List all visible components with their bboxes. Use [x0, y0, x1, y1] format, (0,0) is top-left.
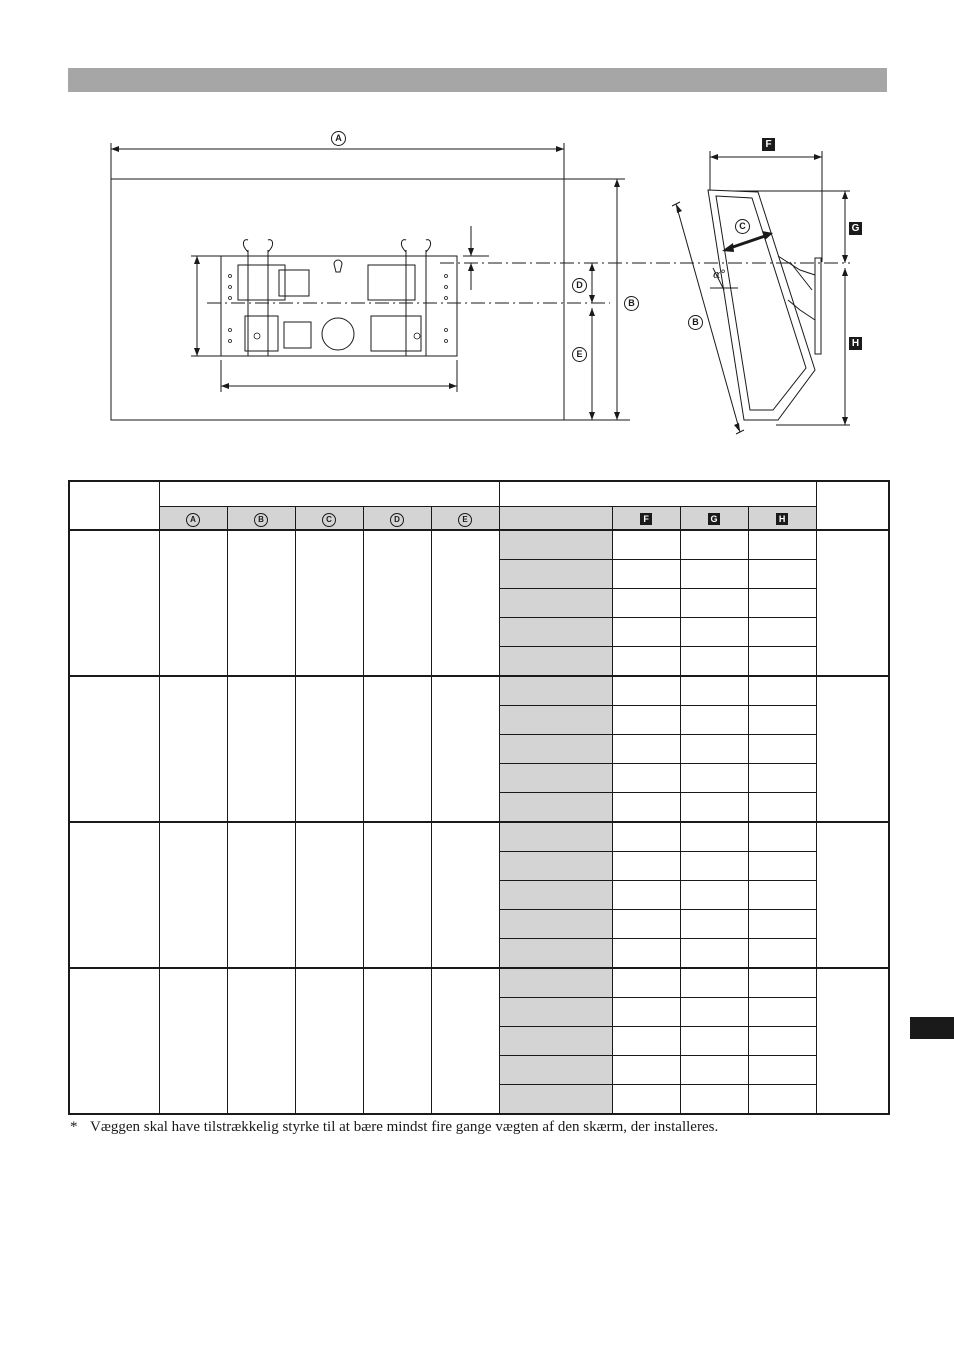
- model-cell: [69, 822, 159, 968]
- h-cell: [748, 706, 816, 735]
- angle-cell: [499, 822, 612, 852]
- angle-cell: [499, 589, 612, 618]
- dimension-drawing: [0, 0, 954, 460]
- c-cell: [295, 676, 363, 822]
- f-cell: [612, 1027, 680, 1056]
- angle-cell: [499, 764, 612, 793]
- footnote-mark: *: [70, 1119, 78, 1135]
- b-cell: [227, 530, 295, 676]
- f-cell: [612, 647, 680, 677]
- dim-label-b-front: B: [624, 296, 639, 311]
- h-cell: [748, 939, 816, 969]
- d-cell: [363, 822, 431, 968]
- weight-cell: [816, 968, 889, 1114]
- f-cell: [612, 1056, 680, 1085]
- g-cell: [680, 910, 748, 939]
- page-side-tab: [910, 1017, 954, 1039]
- e-cell: [431, 968, 499, 1114]
- h-cell: [748, 764, 816, 793]
- g-cell: [680, 560, 748, 589]
- d-cell: [363, 530, 431, 676]
- f-cell: [612, 530, 680, 560]
- g-cell: [680, 589, 748, 618]
- g-cell: [680, 881, 748, 910]
- angle-cell: [499, 706, 612, 735]
- g-cell: [680, 968, 748, 998]
- weight-cell: [816, 530, 889, 676]
- dim-label-h: H: [849, 337, 862, 350]
- g-cell: [680, 793, 748, 823]
- angle-cell: [499, 968, 612, 998]
- h-cell: [748, 589, 816, 618]
- dim-label-e: E: [572, 347, 587, 362]
- footnote: [70, 1119, 718, 1136]
- weight-cell: [816, 676, 889, 822]
- col-header-e: E: [431, 507, 499, 531]
- h-cell: [748, 676, 816, 706]
- a-cell: [159, 822, 227, 968]
- b-cell: [227, 676, 295, 822]
- g-cell: [680, 822, 748, 852]
- g-cell: [680, 998, 748, 1027]
- dim-label-d: D: [572, 278, 587, 293]
- f-cell: [612, 1085, 680, 1115]
- h-cell: [748, 735, 816, 764]
- h-cell: [748, 793, 816, 823]
- angle-cell: [499, 1056, 612, 1085]
- g-cell: [680, 618, 748, 647]
- g-cell: [680, 706, 748, 735]
- angle-cell: [499, 793, 612, 823]
- angle-cell: [499, 852, 612, 881]
- angle-cell: [499, 735, 612, 764]
- h-cell: [748, 1085, 816, 1115]
- f-cell: [612, 589, 680, 618]
- f-cell: [612, 968, 680, 998]
- h-cell: [748, 852, 816, 881]
- dim-label-b-side: B: [688, 315, 703, 330]
- angle-cell: [499, 618, 612, 647]
- weight-header-cell: [816, 481, 889, 530]
- f-cell: [612, 793, 680, 823]
- tv-outline-front: [111, 179, 564, 420]
- f-cell: [612, 852, 680, 881]
- model-cell: [69, 676, 159, 822]
- dim-label-g: G: [849, 222, 862, 235]
- f-cell: [612, 822, 680, 852]
- a-cell: [159, 968, 227, 1114]
- angle-cell: [499, 647, 612, 677]
- front-dimensions-header: [159, 481, 499, 507]
- col-header-h: H: [748, 507, 816, 531]
- h-cell: [748, 560, 816, 589]
- g-cell: [680, 676, 748, 706]
- footnote-text: Væggen skal have tilstrækkelig styrke til at bære mindst fire gange vægten af den skærm, der installeres.: [90, 1119, 719, 1135]
- d-cell: [363, 676, 431, 822]
- f-cell: [612, 939, 680, 969]
- f-cell: [612, 881, 680, 910]
- col-header-f: F: [612, 507, 680, 531]
- f-cell: [612, 560, 680, 589]
- tv-outline-side: [708, 190, 815, 420]
- f-cell: [612, 910, 680, 939]
- e-cell: [431, 676, 499, 822]
- g-cell: [680, 647, 748, 677]
- b-cell: [227, 822, 295, 968]
- model-header-cell: [69, 481, 159, 530]
- a-cell: [159, 676, 227, 822]
- dimension-table: [68, 480, 890, 1115]
- h-cell: [748, 1027, 816, 1056]
- model-cell: [69, 968, 159, 1114]
- table-row: [69, 676, 889, 706]
- g-cell: [680, 852, 748, 881]
- table-row: [69, 822, 889, 852]
- f-cell: [612, 706, 680, 735]
- angle-cell: [499, 939, 612, 969]
- a-cell: [159, 530, 227, 676]
- dim-label-f: F: [762, 138, 775, 151]
- c-cell: [295, 530, 363, 676]
- f-cell: [612, 735, 680, 764]
- h-cell: [748, 968, 816, 998]
- dim-label-c-side: C: [735, 219, 750, 234]
- angle-cell: [499, 1085, 612, 1115]
- col-header-angle: [499, 507, 612, 531]
- h-cell: [748, 910, 816, 939]
- d-cell: [363, 968, 431, 1114]
- g-cell: [680, 1085, 748, 1115]
- f-cell: [612, 998, 680, 1027]
- b-cell: [227, 968, 295, 1114]
- h-cell: [748, 647, 816, 677]
- g-cell: [680, 1056, 748, 1085]
- angle-cell: [499, 881, 612, 910]
- h-cell: [748, 618, 816, 647]
- g-cell: [680, 939, 748, 969]
- h-cell: [748, 998, 816, 1027]
- table-row: [69, 530, 889, 560]
- h-cell: [748, 1056, 816, 1085]
- c-cell: [295, 822, 363, 968]
- f-cell: [612, 764, 680, 793]
- g-cell: [680, 1027, 748, 1056]
- angle-cell: [499, 560, 612, 589]
- col-header-g: G: [680, 507, 748, 531]
- angle-cell: [499, 910, 612, 939]
- col-header-a: A: [159, 507, 227, 531]
- h-cell: [748, 530, 816, 560]
- dim-label-a-front: A: [331, 131, 346, 146]
- col-header-b: B: [227, 507, 295, 531]
- angle-cell: [499, 676, 612, 706]
- side-dimensions-header: [499, 481, 816, 507]
- g-cell: [680, 530, 748, 560]
- model-cell: [69, 530, 159, 676]
- g-cell: [680, 764, 748, 793]
- table-row: [69, 968, 889, 998]
- col-header-d: D: [363, 507, 431, 531]
- tilt-angle-label: α°: [713, 268, 726, 281]
- f-cell: [612, 676, 680, 706]
- e-cell: [431, 530, 499, 676]
- angle-cell: [499, 530, 612, 560]
- c-cell: [295, 968, 363, 1114]
- f-cell: [612, 618, 680, 647]
- weight-cell: [816, 822, 889, 968]
- h-cell: [748, 822, 816, 852]
- wall-bracket-plate: [221, 256, 457, 356]
- g-cell: [680, 735, 748, 764]
- mounting-diagram: [0, 0, 954, 460]
- angle-cell: [499, 998, 612, 1027]
- e-cell: [431, 822, 499, 968]
- col-header-c: C: [295, 507, 363, 531]
- h-cell: [748, 881, 816, 910]
- angle-cell: [499, 1027, 612, 1056]
